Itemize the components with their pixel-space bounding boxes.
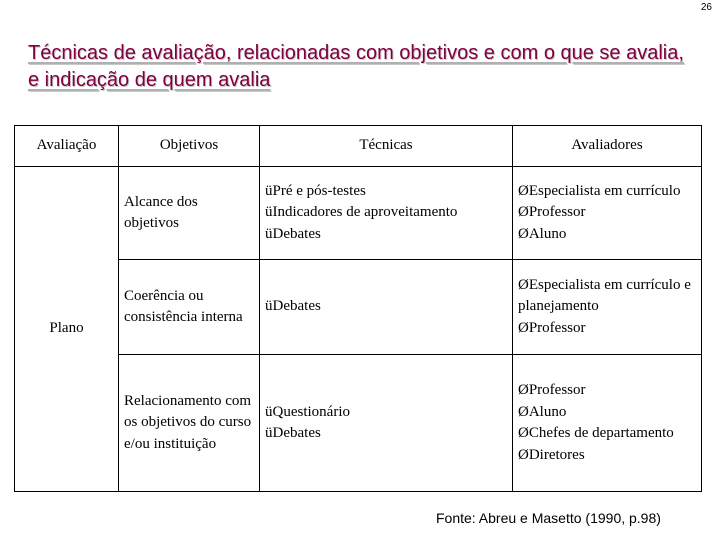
avaliador-text: Professor: [528, 382, 586, 398]
objetivo-cell: Relacionamento com os objetivos do curso e/ou instituição: [119, 355, 260, 492]
avaliador-item: [518, 181, 696, 203]
tecnica-item: [265, 181, 507, 203]
avaliador-text: Aluno: [528, 225, 567, 242]
avaliador-text: Especialista em currículo: [528, 182, 681, 199]
avaliador-item: [518, 202, 696, 224]
avaliador-item: [518, 402, 696, 424]
avaliadores-cell: [513, 260, 702, 355]
evaluation-table: [14, 125, 702, 492]
check-mark-icon: ü: [265, 182, 273, 199]
tecnica-item: [265, 402, 507, 424]
slide-title: Técnicas de avaliação, relacionadas com objetivos e com o que se avalia, e indicação de quem avalia: [28, 42, 684, 91]
objetivo-cell: Coerência ou consistência interna: [119, 260, 260, 355]
header-avaliadores: Avaliadores: [513, 126, 702, 167]
avaliador-text: Aluno: [528, 403, 567, 420]
avaliador-text: Chefes de departamento: [528, 425, 674, 441]
check-mark-icon: ü: [265, 204, 273, 221]
tecnica-item: [265, 224, 507, 246]
header-avaliacao: Avaliação: [15, 126, 119, 167]
avaliador-item: [518, 445, 696, 467]
table-header-row: [15, 126, 702, 167]
avaliadores-cell: [513, 167, 702, 260]
tecnica-text: Debates: [272, 425, 321, 441]
tecnicas-cell: [260, 167, 513, 260]
avaliador-text: Professor: [528, 319, 586, 336]
arrow-bullet-icon: Ø: [518, 204, 529, 221]
tecnicas-cell: [260, 355, 513, 492]
arrow-bullet-icon: Ø: [518, 382, 529, 398]
tecnicas-cell: [260, 260, 513, 355]
tecnica-text: Indicadores de aproveitamento: [272, 204, 458, 221]
avaliador-item: [518, 380, 696, 402]
check-mark-icon: ü: [265, 425, 273, 441]
arrow-bullet-icon: Ø: [518, 403, 529, 420]
avaliador-item: [518, 423, 696, 445]
check-mark-icon: ü: [265, 298, 273, 315]
check-mark-icon: ü: [265, 403, 273, 420]
table-row: [15, 260, 702, 355]
avaliador-item: [518, 318, 696, 340]
check-mark-icon: ü: [265, 225, 273, 242]
tecnica-text: Debates: [272, 225, 321, 242]
avaliador-item: [518, 275, 696, 318]
tecnica-text: Pré e pós-testes: [272, 182, 366, 199]
avaliador-text: Diretores: [528, 446, 585, 463]
avaliador-text: Especialista em currículo e planejamento: [518, 276, 691, 315]
tecnica-text: Debates: [272, 298, 321, 315]
arrow-bullet-icon: Ø: [518, 446, 529, 463]
avaliacao-cell: Plano: [15, 167, 119, 492]
table-row: [15, 355, 702, 492]
avaliadores-cell: [513, 355, 702, 492]
arrow-bullet-icon: Ø: [518, 319, 529, 336]
header-objetivos: Objetivos: [119, 126, 260, 167]
tecnica-item: [265, 423, 507, 445]
tecnica-item: [265, 202, 507, 224]
objetivo-cell: Alcance dos objetivos: [119, 167, 260, 260]
page-number: 26: [700, 2, 712, 13]
arrow-bullet-icon: Ø: [518, 225, 529, 242]
header-tecnicas: Técnicas: [260, 126, 513, 167]
arrow-bullet-icon: Ø: [518, 425, 529, 441]
avaliador-item: [518, 224, 696, 246]
source-citation: Fonte: Abreu e Masetto (1990, p.98): [436, 510, 661, 526]
tecnica-text: Questionário: [272, 403, 350, 420]
table-row: [15, 167, 702, 260]
arrow-bullet-icon: Ø: [518, 182, 529, 199]
avaliador-text: Professor: [528, 204, 586, 221]
arrow-bullet-icon: Ø: [518, 276, 529, 293]
tecnica-item: [265, 296, 507, 318]
